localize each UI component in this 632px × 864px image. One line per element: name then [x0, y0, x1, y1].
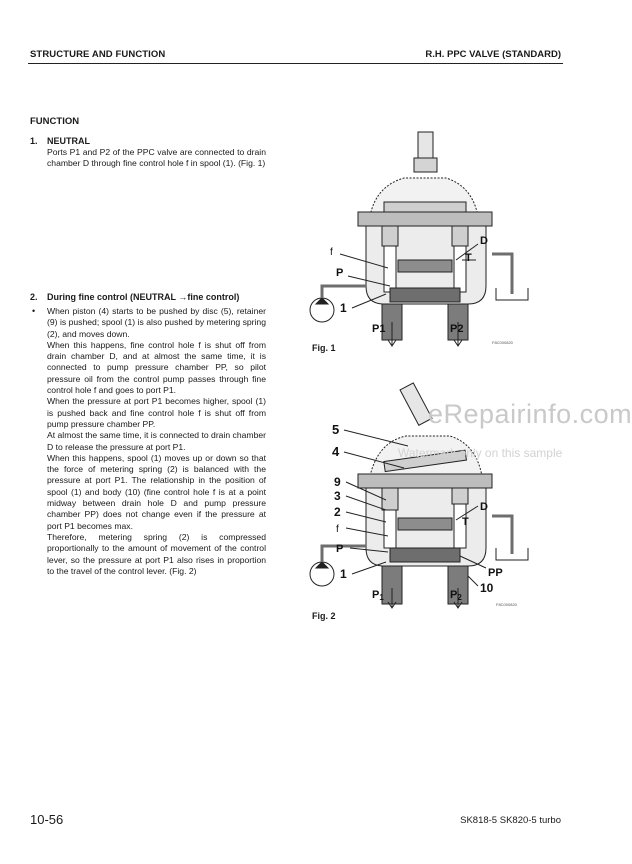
- figure-1-code: F8C000820: [492, 340, 513, 345]
- figure-1-diagram: [300, 128, 534, 350]
- figure-2-caption: Fig. 2: [312, 611, 336, 621]
- page-number: 10-56: [30, 812, 64, 827]
- header-component-title: R.H. PPC VALVE (STANDARD): [425, 49, 561, 60]
- watermark-subtext: Watermark only on this sample: [398, 446, 563, 460]
- item-2-paragraph: Therefore, metering spring (2) is compressed proportionally to the amount of movement of the control lever, so the pressure at port P1 also rises in proportion to the travel of the control lever. (Fig. 2): [47, 531, 266, 576]
- item-2-bullet: •: [32, 306, 36, 316]
- figure-1-label-f: f: [330, 247, 333, 258]
- item-1-title: NEUTRAL: [47, 136, 90, 146]
- figure-2-label-f: f: [336, 524, 339, 535]
- figure-1-label-p2: P2: [450, 323, 464, 335]
- figure-2-label-t: T: [462, 516, 469, 528]
- item-2-body: [47, 306, 266, 577]
- figure-2-label-1: 1: [340, 567, 347, 581]
- figure-1-caption: Fig. 1: [312, 343, 336, 353]
- figure-2-label-2: 2: [334, 505, 341, 519]
- figure-2-label-p1: P1: [372, 589, 384, 602]
- item-1-body: [47, 147, 266, 170]
- figure-1-label-p1: P1: [372, 323, 386, 335]
- watermark-text: eRepairinfo.com: [428, 399, 632, 429]
- figure-2-label-d: D: [480, 501, 488, 513]
- header-section-title: STRUCTURE AND FUNCTION: [30, 49, 166, 60]
- header-rule: [28, 63, 563, 64]
- figure-2-label-p: P: [336, 543, 344, 555]
- figure-2-label-9: 9: [334, 475, 341, 489]
- figure-1-label-1: 1: [340, 301, 347, 315]
- figure-2-label-5: 5: [332, 422, 340, 437]
- figure-2-label-pp: PP: [488, 567, 503, 579]
- item-1-paragraph: Ports P1 and P2 of the PPC valve are connected to drain chamber D through fine control hole f in spool (1). (Fig. 1): [47, 147, 266, 169]
- figure-1-label-p: P: [336, 267, 344, 279]
- item-2-paragraph: When this happens, fine control hole f is shut off from drain chamber D, and at almost the same time, it is connected to pump pressure chamber PP, so pilot pressure oil from the control pump passes through fine control hole f and goes to port P1.: [47, 339, 266, 396]
- figure-2-label-10: 10: [480, 581, 494, 595]
- item-2-title: During fine control (NEUTRAL →fine control): [47, 292, 240, 302]
- figure-2-code: F8C000820: [496, 602, 517, 607]
- item-2-paragraph: At almost the same time, it is connected to drain chamber D to release the pressure at port P1.: [47, 430, 266, 452]
- item-2-paragraph: When the pressure at port P1 becomes higher, spool (1) is pushed back and fine control hole f is shut off from pump pressure chamber PP.: [47, 396, 266, 429]
- figure-2-label-4: 4: [332, 444, 340, 459]
- section-title: FUNCTION: [30, 116, 80, 127]
- item-2-paragraph: When piston (4) starts to be pushed by disc (5), retainer (9) is pushed; spool (1) is also pushed by metering spring (2), and moves down.: [47, 306, 266, 339]
- figure-1-label-t: T: [465, 252, 472, 264]
- item-1-number: 1.: [30, 136, 38, 146]
- figure-2-label-p2: P2: [450, 589, 462, 602]
- footer-model: SK818-5 SK820-5 turbo: [460, 815, 561, 826]
- item-2-paragraph: When this happens, spool (1) moves up or down so that the force of metering spring (2) is balanced with the pressure at port P1. The relationship in the position of spool (1) and body (10) (fine control hole f is at a point midway between drain hole D and pump pressure chamber PP) does not change even if the pressure at port P1 becomes max.: [47, 452, 266, 531]
- figure-2-label-3: 3: [334, 489, 341, 503]
- figure-1-label-d: D: [480, 235, 488, 247]
- item-2-number: 2.: [30, 292, 38, 302]
